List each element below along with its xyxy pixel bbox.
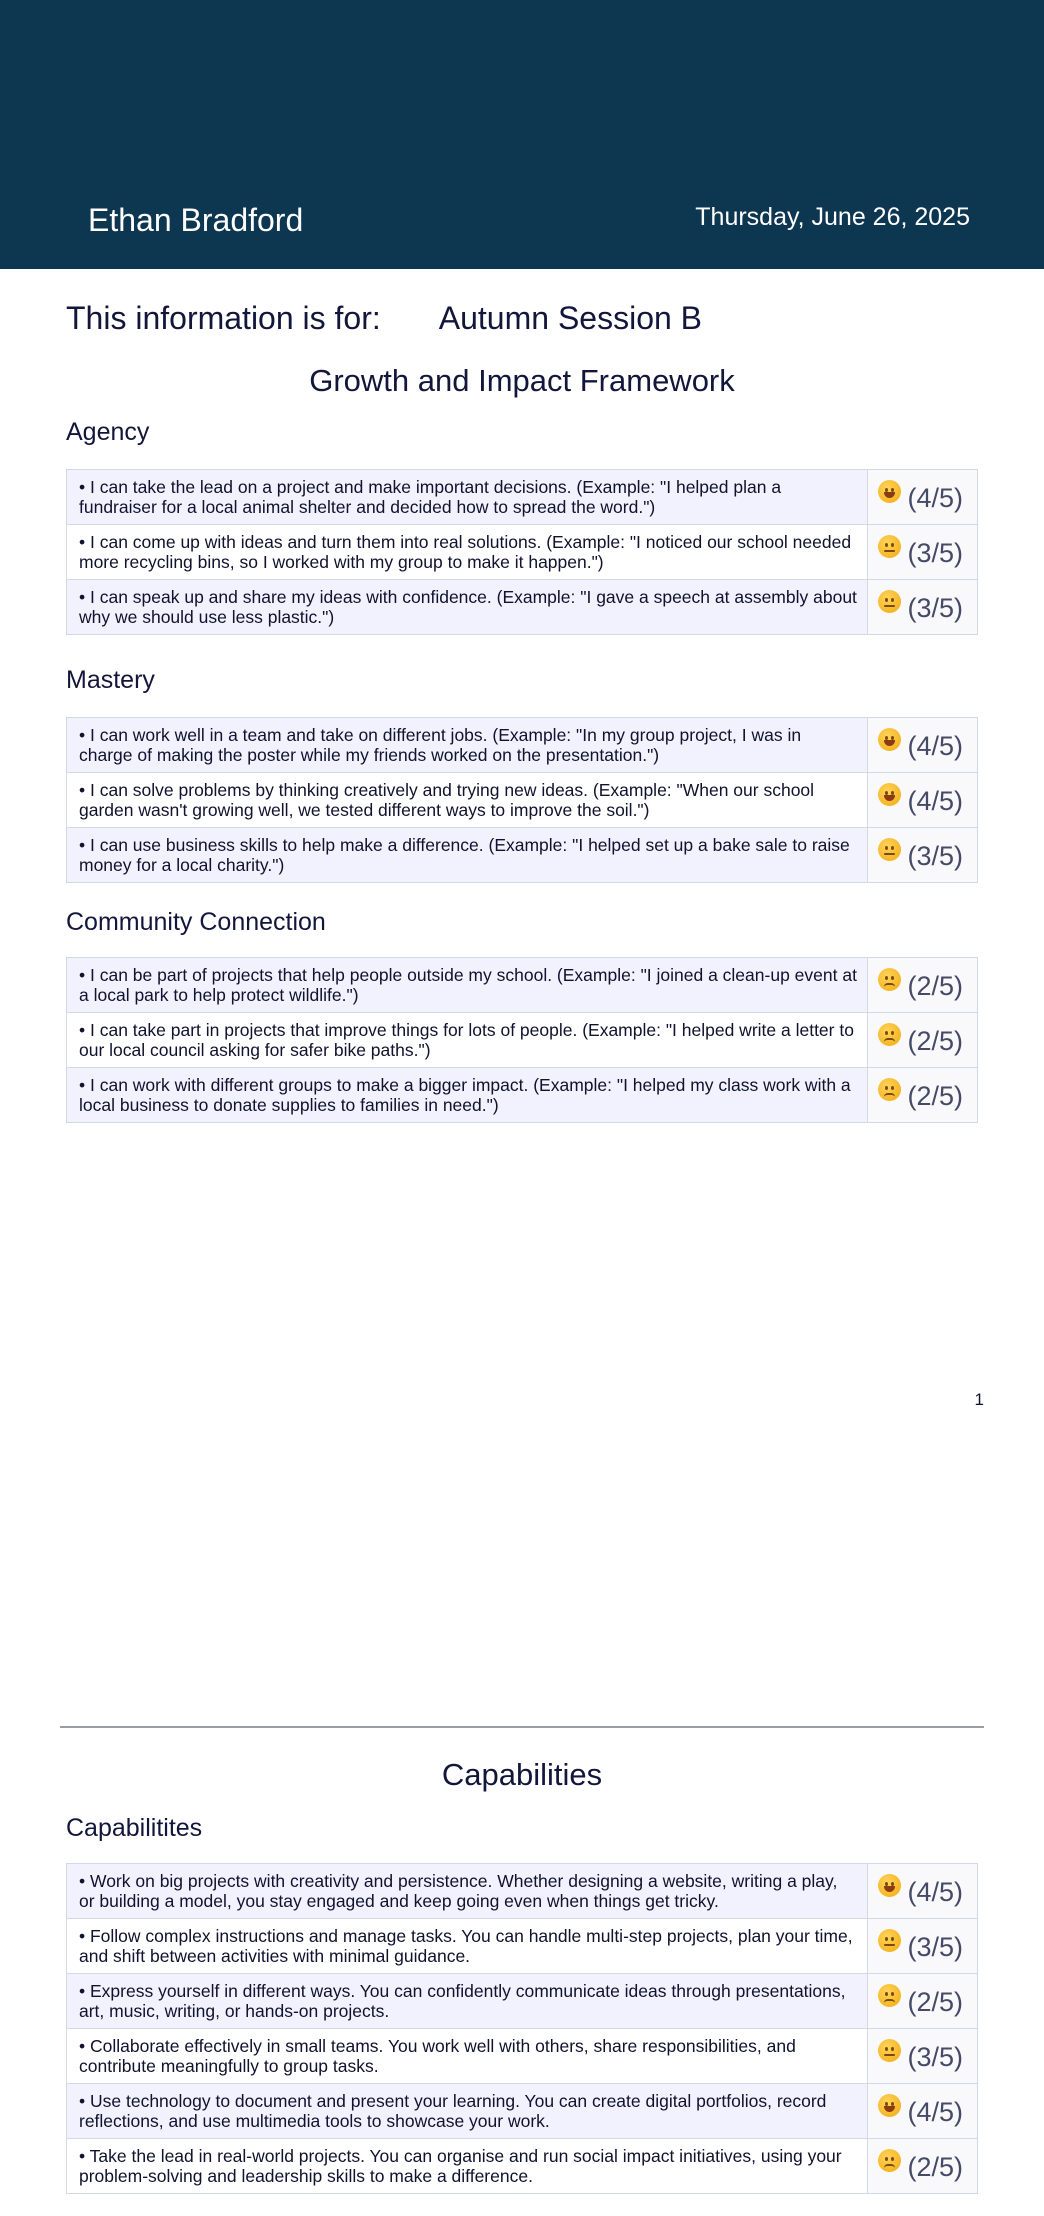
skill-description: • I can take part in projects that improve things for lots of people. (Example: "I helped write a letter to our local council asking for safer bike paths.") (67, 1013, 868, 1068)
happy-face-icon (878, 783, 901, 806)
capability-rating (868, 2029, 978, 2084)
student-name: Ethan Bradford (88, 202, 304, 238)
table-row (67, 525, 978, 580)
table-row (67, 1919, 978, 1974)
happy-face-icon (878, 2094, 901, 2117)
happy-face-icon (878, 1874, 901, 1897)
skill-rating (868, 1013, 978, 1068)
neutral-face-icon (878, 590, 901, 613)
capability-description: • Take the lead in real-world projects. You can organise and run social impact initiatives, using your problem-solving and leadership skills to make a difference. (67, 2139, 868, 2194)
capabilities-title: Capabilities (441, 1757, 603, 1792)
report-date: Thursday, June 26, 2025 (695, 203, 970, 231)
skill-description: • I can use business skills to help make a difference. (Example: "I helped set up a bake sale to raise money for a local charity.") (67, 828, 868, 883)
capability-rating (868, 1974, 978, 2029)
table-row (67, 718, 978, 773)
sad-face-icon (878, 2149, 901, 2172)
skill-description: • I can come up with ideas and turn them into real solutions. (Example: "I noticed our school needed more recycling bins, so I worked with my group to make it happen.") (67, 525, 868, 580)
rating-value: (2/5) (907, 1081, 963, 1111)
skill-rating (868, 828, 978, 883)
page-divider (60, 1726, 984, 1728)
neutral-face-icon (878, 535, 901, 558)
rating-value: (3/5) (907, 841, 963, 871)
rating-value: (2/5) (907, 2152, 963, 2182)
table-row (67, 1974, 978, 2029)
session-name: Autumn Session B (438, 300, 703, 336)
skill-rating (868, 718, 978, 773)
skill-description: • I can solve problems by thinking creatively and trying new ideas. (Example: "When our school garden wasn't growing well, we tested different ways to improve the soil.") (67, 773, 868, 828)
capability-description: • Collaborate effectively in small teams. You work well with others, share responsibilities, and contribute meaningfully to group tasks. (67, 2029, 868, 2084)
sad-face-icon (878, 968, 901, 991)
info-label: This information is for: (66, 300, 381, 336)
rating-value: (3/5) (907, 538, 963, 568)
sad-face-icon (878, 1984, 901, 2007)
happy-face-icon (878, 480, 901, 503)
table-row (67, 1013, 978, 1068)
rating-value: (4/5) (907, 731, 963, 761)
rating-value: (3/5) (907, 593, 963, 623)
table-row (67, 470, 978, 525)
section-title-community: Community Connection (66, 908, 326, 936)
rating-value: (4/5) (907, 1877, 963, 1907)
framework-title: Growth and Impact Framework (309, 363, 735, 398)
rating-value: (4/5) (907, 2097, 963, 2127)
table-row (67, 1068, 978, 1123)
table-row (67, 580, 978, 635)
table-row (67, 2029, 978, 2084)
capability-rating (868, 2084, 978, 2139)
neutral-face-icon (878, 1929, 901, 1952)
skill-description: • I can work well in a team and take on different jobs. (Example: "In my group project, I was in charge of making the poster while my friends worked on the presentation.") (67, 718, 868, 773)
skill-rating (868, 773, 978, 828)
rating-value: (3/5) (907, 1932, 963, 1962)
capabilities-table (66, 1863, 978, 2194)
rating-value: (2/5) (907, 1026, 963, 1056)
happy-face-icon (878, 728, 901, 751)
mastery-table (66, 717, 978, 883)
rating-value: (3/5) (907, 2042, 963, 2072)
section-title-capabilities: Capabilitites (66, 1814, 203, 1842)
table-row (67, 958, 978, 1013)
sad-face-icon (878, 1078, 901, 1101)
skill-rating (868, 580, 978, 635)
community-table (66, 957, 978, 1123)
skill-description: • I can be part of projects that help people outside my school. (Example: "I joined a clean-up event at a local park to help protect wildlife.") (67, 958, 868, 1013)
capability-rating (868, 2139, 978, 2194)
capability-rating (868, 1864, 978, 1919)
table-row (67, 828, 978, 883)
table-row (67, 2139, 978, 2194)
skill-description: • I can take the lead on a project and make important decisions. (Example: "I helped plan a fundraiser for a local animal shelter and decided how to spread the word.") (67, 470, 868, 525)
report-header (0, 0, 1044, 269)
table-row (67, 1864, 978, 1919)
neutral-face-icon (878, 2039, 901, 2062)
capability-description: • Use technology to document and present your learning. You can create digital portfolios, record reflections, and use multimedia tools to showcase your work. (67, 2084, 868, 2139)
rating-value: (4/5) (907, 786, 963, 816)
rating-value: (4/5) (907, 483, 963, 513)
capability-rating (868, 1919, 978, 1974)
skill-description: • I can speak up and share my ideas with confidence. (Example: "I gave a speech at assembly about why we should use less plastic.") (67, 580, 868, 635)
rating-value: (2/5) (907, 1987, 963, 2017)
agency-table (66, 469, 978, 635)
capability-description: • Express yourself in different ways. You can confidently communicate ideas through presentations, art, music, writing, or hands-on projects. (67, 1974, 868, 2029)
section-title-agency: Agency (66, 418, 150, 446)
skill-rating (868, 525, 978, 580)
sad-face-icon (878, 1023, 901, 1046)
table-row (67, 773, 978, 828)
table-row (67, 2084, 978, 2139)
skill-rating (868, 470, 978, 525)
section-title-mastery: Mastery (66, 666, 155, 694)
page-number: 1 (974, 1390, 984, 1409)
capability-description: • Follow complex instructions and manage tasks. You can handle multi-step projects, plan your time, and shift between activities with minimal guidance. (67, 1919, 868, 1974)
capability-description: • Work on big projects with creativity and persistence. Whether designing a website, writing a play, or building a model, you stay engaged and keep going even when things get tricky. (67, 1864, 868, 1919)
info-line (66, 300, 702, 337)
skill-rating (868, 1068, 978, 1123)
skill-description: • I can work with different groups to make a bigger impact. (Example: "I helped my class work with a local business to donate supplies to families in need.") (67, 1068, 868, 1123)
skill-rating (868, 958, 978, 1013)
rating-value: (2/5) (907, 971, 963, 1001)
neutral-face-icon (878, 838, 901, 861)
